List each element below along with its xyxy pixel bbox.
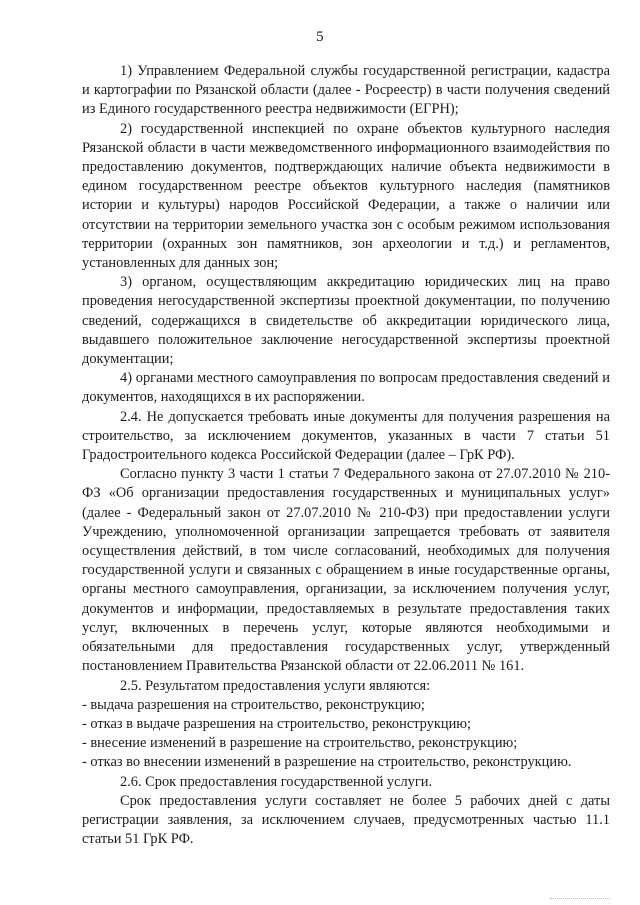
result-list-item: - внесение изменений в разрешение на строительство, реконструкцию; <box>82 735 518 752</box>
paragraph-item-3: 3) органом, осуществляющим аккредитацию юридических лиц на право проведения негосударственной экспертизы проектной документации, по получению сведений, содержащихся в свидетельстве об аккредитации юридического лица, выдавшего положительное заключение негосударственной экспертизы проектной документации; <box>82 274 610 368</box>
page-number: 5 <box>316 29 324 45</box>
paragraph-item-1: 1) Управлением Федеральной службы государственной регистрации, кадастра и картографии по Рязанской области (далее - Росреестр) в части получения сведений из Единого государственного реестра недвижимости (ЕГРН); <box>82 63 610 118</box>
result-list-item: - отказ во внесении изменений в разрешение на строительство, реконструкцию. <box>82 754 572 771</box>
scan-artifact <box>550 896 610 899</box>
paragraph-section-2-6: 2.6. Срок предоставления государственной услуги. <box>120 773 433 790</box>
paragraph-term: Срок предоставления услуги составляет не более 5 рабочих дней с даты регистрации заявления, за исключением случаев, предусмотренных частью 11.1 статьи 51 ГрК РФ. <box>82 792 610 848</box>
result-list-item: - отказ в выдаче разрешения на строительство, реконструкцию; <box>82 715 472 732</box>
paragraph-item-4: 4) органами местного самоуправления по вопросам предоставления сведений и документов, находящихся в их распоряжении. <box>82 370 610 406</box>
result-list-item: - выдача разрешения на строительство, реконструкцию; <box>82 696 425 713</box>
paragraph-section-2-4: 2.4. Не допускается требовать иные документы для получения разрешения на строительство, за исключением документов, указанных в части 7 статьи 51 Градостроительного кодекса Российской Федерации (далее – ГрК РФ). <box>82 408 610 464</box>
paragraph-item-2: 2) государственной инспекцией по охране объектов культурного наследия Рязанской области в части межведомственного информационного взаимодействия по предоставлению документов, подтверждающих наличие объекта недвижимости в едином государственном реестре объектов культурного наследия (памятников истории и культуры) народов Российской Федерации, а также о наличии или отсутствии на территории земельного участка зон с особым режимом использования территории (охранных зон памятников, зон археологии и т.д.) и регламентов, установленных для данных зон; <box>82 120 610 272</box>
paragraph-federal-law: Согласно пункту 3 части 1 статьи 7 Федерального закона от 27.07.2010 № 210-ФЗ «Об организации предоставления государственных и муниципальных услуг» (далее - Федеральный закон от 27.07.2010 № 210-ФЗ) при предоставлении услуги Учреждению, уполномоченной организации запрещается требовать от заявителя осуществления действий, в том числе согласований, необходимых для получения государственной услуги и связанных с обращением в иные государственные органы, органы местного самоуправления, организации, за исключением получения услуг, документов и информации, предоставляемых в результате предоставления таких услуг, включенных в перечень услуг, которые являются необходимыми и обязательными для предоставления государственных услуг, утвержденный постановлением Правительства Рязанской области от 22.06.2011 № 161. <box>82 466 610 675</box>
paragraph-section-2-5: 2.5. Результатом предоставления услуги являются: <box>120 677 431 694</box>
document-body <box>82 62 610 849</box>
